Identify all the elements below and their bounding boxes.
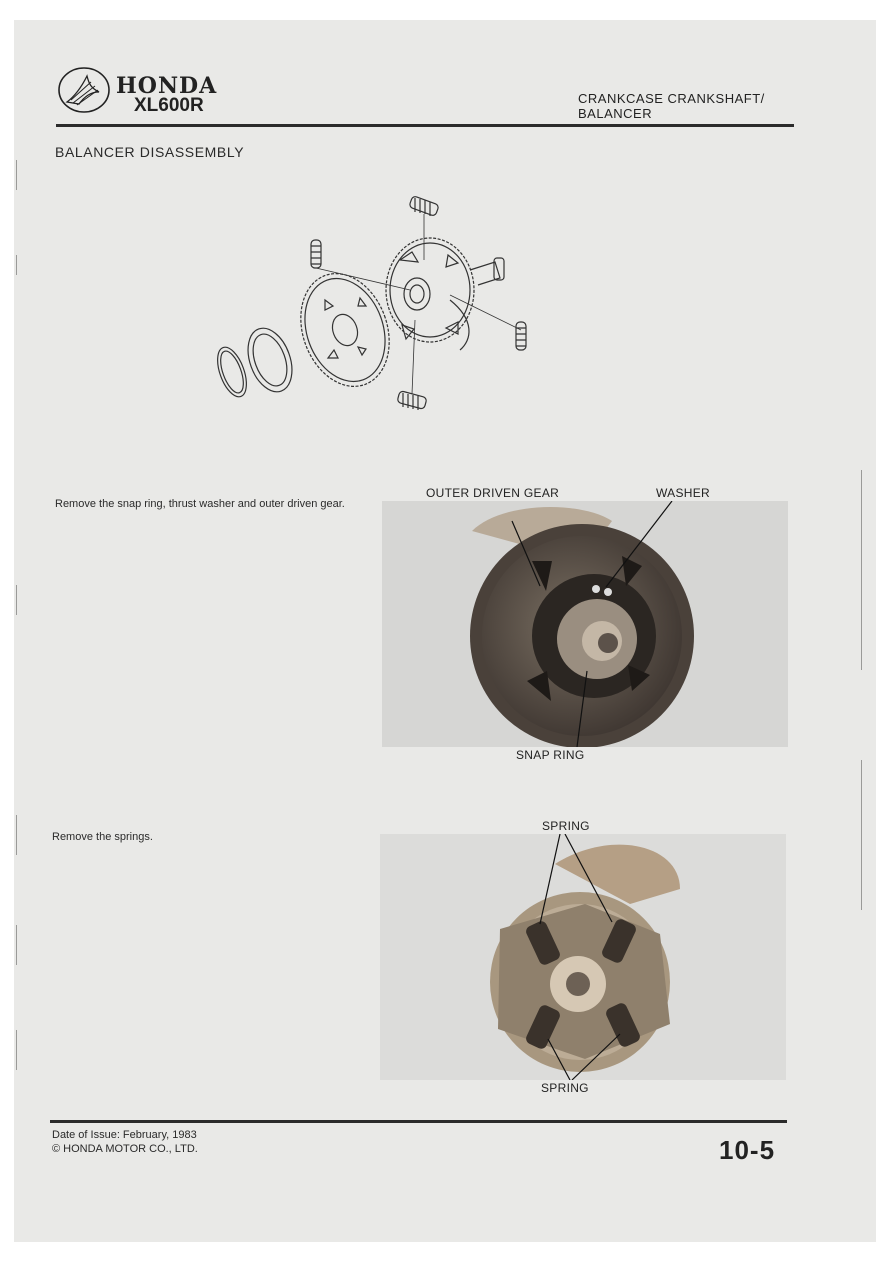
spring-top-drawing: [409, 196, 439, 217]
label-spring-top: SPRING: [542, 819, 590, 833]
step2-instruction: Remove the springs.: [52, 831, 153, 843]
footer-info: [52, 1128, 198, 1156]
photo-gear-springs: [380, 834, 786, 1080]
balancer-exploded-diagram: [210, 190, 540, 420]
section-title: [578, 91, 765, 121]
step1-instruction: Remove the snap ring, thrust washer and outer driven gear.: [55, 498, 345, 510]
margin-mark: [861, 760, 862, 910]
issue-date: Date of Issue: February, 1983: [52, 1129, 197, 1141]
spring-right-drawing: [516, 322, 526, 350]
honda-wing-logo-icon: [57, 66, 111, 114]
section-title-line1: CRANKCASE CRANKSHAFT/: [578, 91, 765, 106]
margin-mark: [16, 815, 17, 855]
footer-rule: [50, 1120, 787, 1123]
copyright: © HONDA MOTOR CO., LTD.: [52, 1143, 198, 1155]
label-washer: WASHER: [656, 486, 711, 500]
spring-left-drawing: [311, 240, 321, 268]
margin-mark: [16, 160, 17, 190]
brand-name: HONDA: [116, 73, 218, 99]
label-snap-ring: SNAP RING: [516, 748, 585, 762]
page-heading: BALANCER DISASSEMBLY: [55, 144, 245, 160]
header-rule: [56, 124, 794, 127]
model-name: XL600R: [134, 95, 204, 116]
margin-mark: [16, 255, 17, 275]
page-number: 10-5: [719, 1135, 776, 1165]
margin-mark: [16, 585, 17, 615]
snap-ring-drawing: [212, 343, 252, 400]
label-outer-driven-gear: OUTER DRIVEN GEAR: [426, 486, 560, 500]
section-title-line2: BALANCER: [578, 106, 653, 121]
photo-gear-snap-ring: [382, 501, 788, 747]
margin-mark: [16, 1030, 17, 1070]
label-spring-bottom: SPRING: [541, 1081, 589, 1095]
margin-mark: [861, 470, 862, 670]
margin-mark: [16, 925, 17, 965]
washer-drawing: [240, 322, 300, 398]
